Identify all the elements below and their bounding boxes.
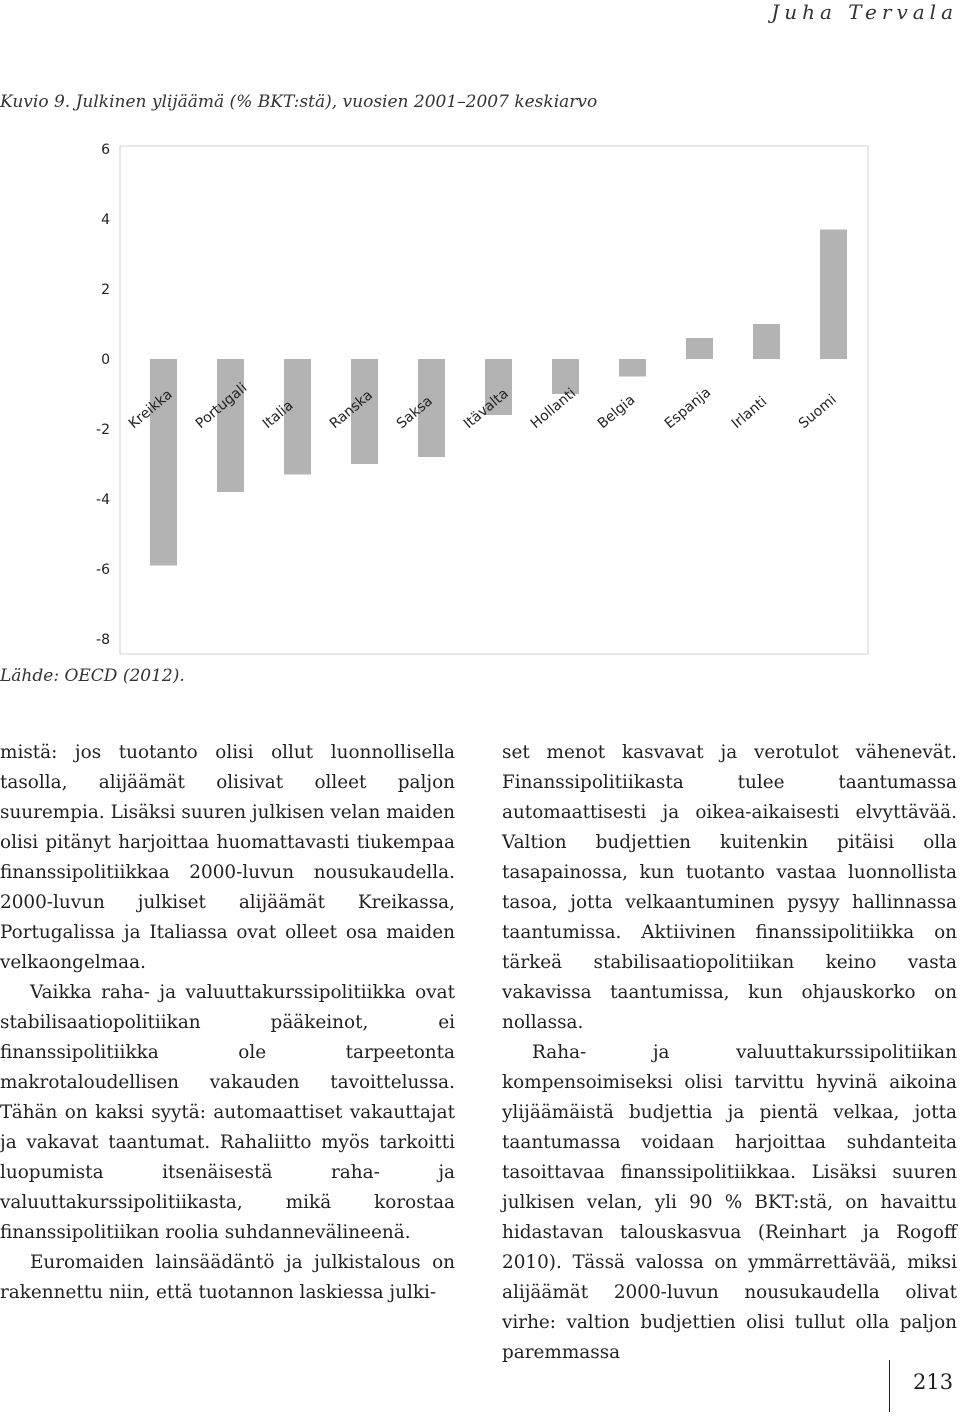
category-label: Hollanti [527, 385, 580, 433]
y-tick-label: -6 [96, 562, 110, 578]
y-tick-label: 6 [101, 142, 110, 158]
y-tick-label: -8 [96, 632, 110, 648]
category-label: Belgia [594, 391, 639, 433]
figure-caption: Kuvio 9. Julkinen ylijäämä (% BKT:stä), vuosien 2001–2007 keskiarvo [0, 92, 598, 112]
category-label: Espanja [661, 384, 715, 433]
paragraph: mistä: jos tuotanto olisi ollut luonnollisella tasolla, alijäämät olisivat olleet paljon suurempia. Lisäksi suuren julkisen velan maiden olisi pitänyt harjoittaa huomattavasti tiukempaa finanssipolitiikkaa 2000-luvun nousukaudella. 2000-luvun julkiset alijäämät Kreikassa, Portugalissa ja Italiassa ovat olleet osa maiden velkaongelmaa. [0, 742, 455, 973]
y-tick-label: 4 [101, 212, 110, 228]
figure-source: Lähde: OECD (2012). [0, 666, 185, 686]
body-column-right [502, 738, 957, 1368]
y-tick-label: 2 [101, 282, 110, 298]
page-number-rule [889, 1360, 890, 1412]
category-label: Suomi [795, 391, 840, 433]
bar-belgia [619, 359, 646, 377]
body-column-left [0, 738, 455, 1308]
category-label: Portugali [192, 380, 251, 433]
y-tick-label: -2 [96, 422, 110, 438]
paragraph: Raha- ja valuuttakurssipolitiikan kompensoimiseksi olisi tarvittu hyvinä aikoina ylijäämäistä budjettia ja pientä velkaa, jotta taantumassa voidaan harjoittaa suhdanteita tasoittavaa finanssipolitiikkaa. Lisäksi suuren julkisen velan, yli 90 % BKT:stä, on havaittu hidastavan talouskasvua (Reinhart ja Rogoff 2010). Tässä valossa on ymmärrettävää, miksi alijäämät 2000-luvun nousukaudella olivat virhe: valtion budjettien olisi tullut olla paljon paremmassa [502, 1042, 957, 1363]
bar-chart [0, 130, 870, 655]
category-label: Itävalta [460, 385, 512, 433]
paragraph: Euromaiden lainsäädäntö ja julkistalous on rakennettu niin, että tuotannon laskiessa julki- [0, 1252, 455, 1303]
bar-portugali [217, 359, 244, 492]
category-label: Italia [259, 397, 297, 433]
category-label: Kreikka [125, 386, 176, 433]
category-label: Irlanti [728, 393, 771, 433]
paragraph: set menot kasvavat ja verotulot vähenevät. Finanssipolitiikasta tulee taantumassa automaattisesti ja oikea-aikaisesti elvyttävää. Valtion budjettien kuitenkin pitäisi olla tasapainossa, kun tuotanto vastaa luonnollista tasoa, jotta velkaantuminen pysyy hallinnassa taantumissa. Aktiivinen finanssipolitiikka on tärkeä stabilisaatiopolitiikan keino vasta vakavissa taantumissa, kun ohjauskorko on nollassa. [502, 742, 957, 1033]
bar-irlanti [753, 324, 780, 359]
bar-espanja [686, 338, 713, 359]
bar-suomi [820, 230, 847, 360]
category-label: Saksa [393, 393, 436, 433]
y-tick-label: -4 [96, 492, 110, 508]
page-number: 213 [913, 1370, 954, 1394]
paragraph: Vaikka raha- ja valuuttakurssipolitiikka ovat stabilisaatiopolitiikan pääkeinot, ei finanssipolitiikka ole tarpeetonta makrotaloudellisen vakauden tavoittelussa. Tähän on kaksi syytä: automaattiset vakauttajat ja vakavat taantumat. Rahaliitto myös tarkoitti luopumista itsenäisestä raha- ja valuuttakurssipolitiikasta, mikä korostaa finanssipolitiikan roolia suhdannevälineenä. [0, 982, 455, 1243]
y-tick-label: 0 [101, 352, 110, 368]
running-head: Juha Tervala [771, 0, 958, 24]
y-axis-ticks [96, 142, 110, 648]
category-label: Ranska [326, 387, 376, 433]
